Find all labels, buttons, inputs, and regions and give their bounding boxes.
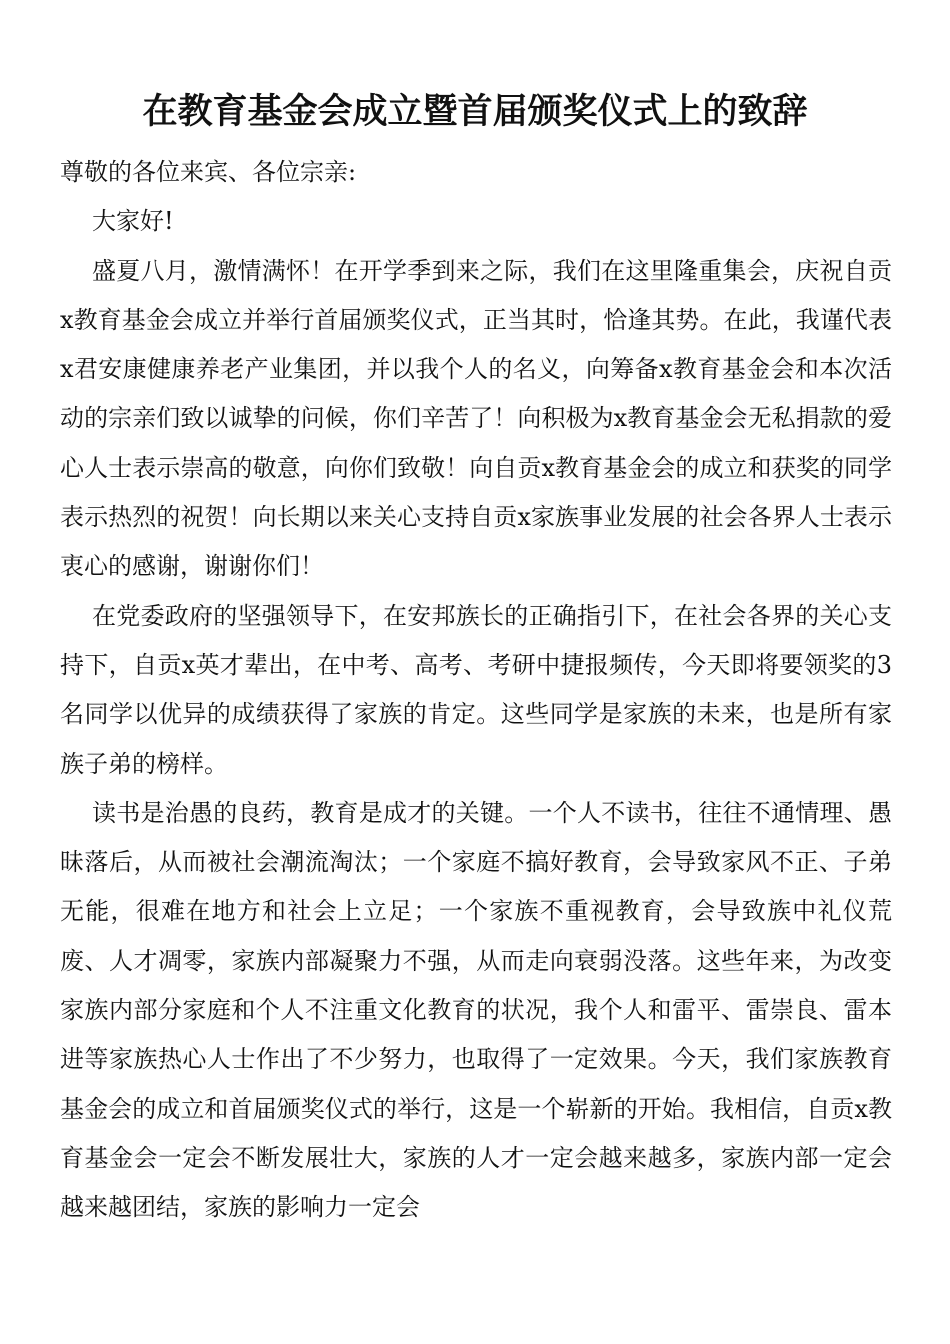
paragraph-opening: 盛夏八月，激情满怀！在开学季到来之际，我们在这里隆重集会，庆祝自贡x教育基金会成立并举行首届颁奖仪式，正当其时，恰逢其势。在此，我谨代表x君安康健康养老产业集团，并以我个人的名义，向筹备x教育基金会和本次活动的宗亲们致以诚挚的问候，你们辛苦了！向积极为x教育基金会无私捐款的爱心人士表示崇高的敬意，向你们致敬！向自贡x教育基金会的成立和获奖的同学表示热烈的祝贺！向长期以来关心支持自贡x家族事业发展的社会各界人士表示衷心的感谢，谢谢你们！ [60, 256, 892, 581]
paragraph-achievements: 在党委政府的坚强领导下，在安邦族长的正确指引下，在社会各界的关心支持下，自贡x英才辈出，在中考、高考、考研中捷报频传，今天即将要领奖的3名同学以优异的成绩获得了家族的肯定。这些同学是家族的未来，也是所有家族子弟的榜样。 [60, 601, 892, 778]
salutation: 尊敬的各位来宾、各位宗亲: [60, 158, 357, 186]
document-title: 在教育基金会成立暨首届颁奖仪式上的致辞 [142, 91, 808, 132]
paragraph-education: 读书是治愚的良药，教育是成才的关键。一个人不读书，往往不通情理、愚昧落后，从而被社会潮流淘汰；一个家庭不搞好教育，会导致家风不正、子弟无能，很难在地方和社会上立足；一个家族不重视教育，会导致族中礼仪荒废、人才凋零，家族内部凝聚力不强，从而走向衰弱没落。这些年来，为改变家族内部分家庭和个人不注重文化教育的状况，我个人和雷平、雷崇良、雷本进等家族热心人士作出了不少努力，也取得了一定效果。今天，我们家族教育基金会的成立和首届颁奖仪式的举行，这是一个崭新的开始。我相信，自贡x教育基金会一定会不断发展壮大，家族的人才一定会越来越多，家族内部一定会越来越团结，家族的影响力一定会 [60, 798, 892, 1222]
greeting: 大家好! [92, 207, 174, 236]
document-body [60, 148, 892, 1233]
